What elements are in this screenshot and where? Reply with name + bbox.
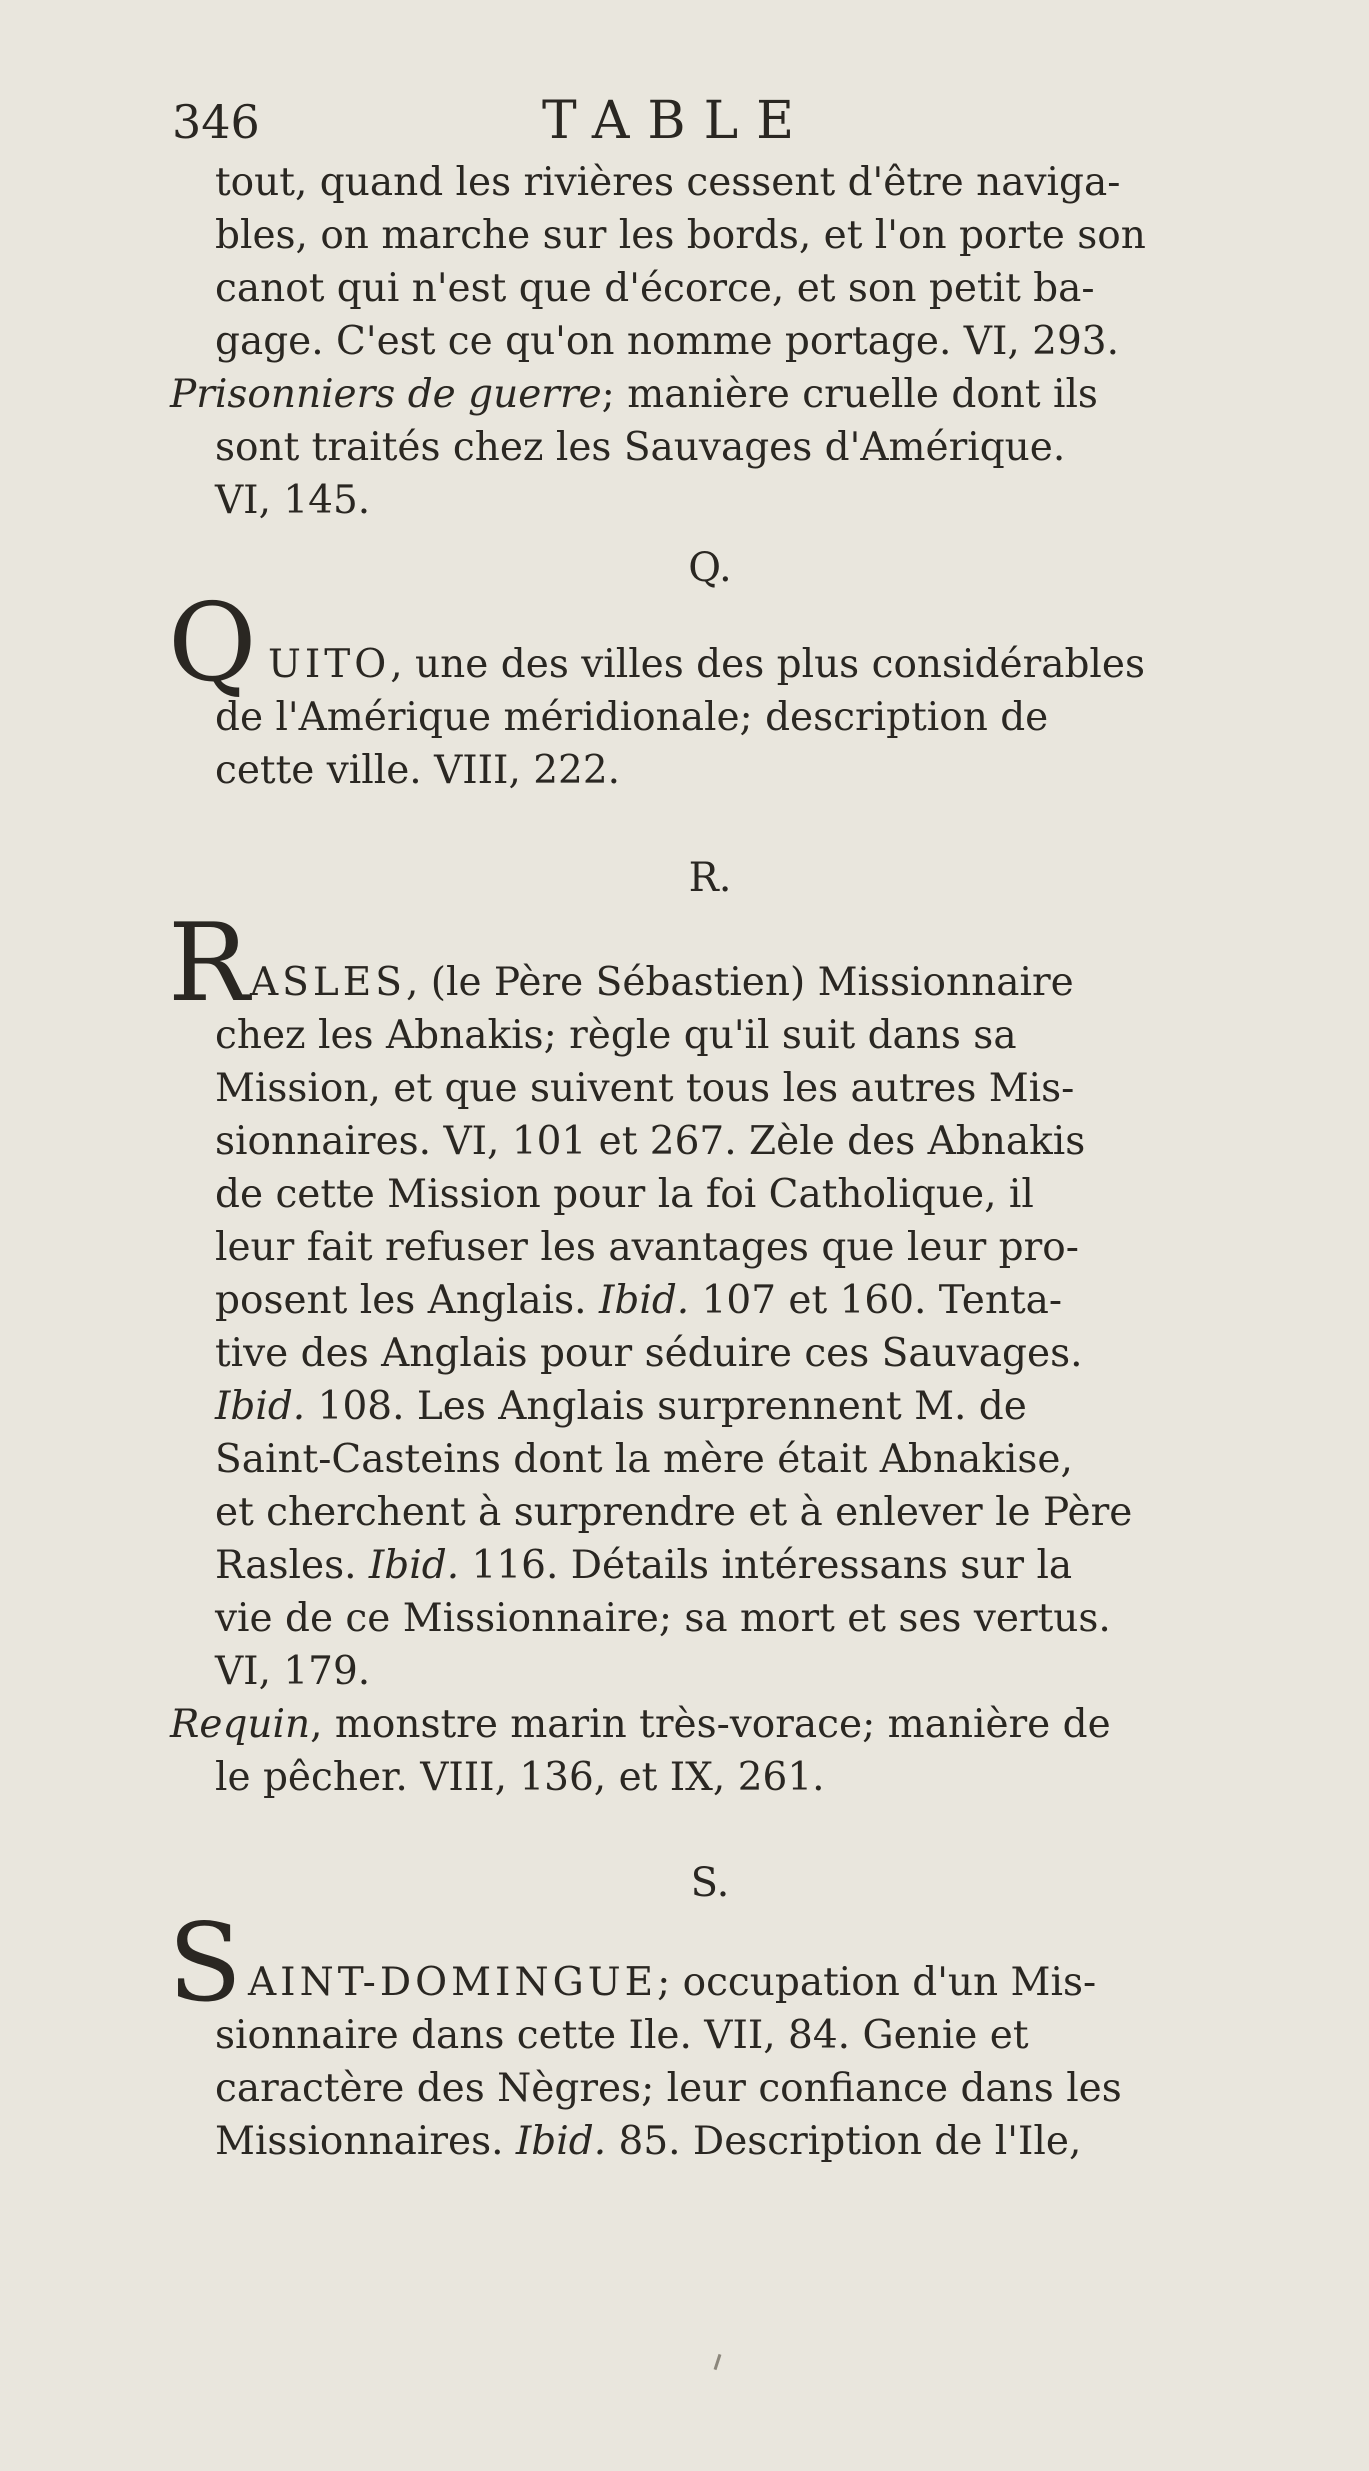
section-heading-r: R. bbox=[688, 855, 732, 901]
text-line: VI, 145. bbox=[215, 478, 371, 523]
ibid-reference: Ibid. bbox=[215, 1384, 306, 1429]
drop-cap-s: S bbox=[168, 1901, 242, 2026]
text-line: bles, on marche sur les bords, et l'on porte son bbox=[215, 213, 1146, 258]
text-line: Rasles. Ibid. 116. Détails intéressans sur la bbox=[215, 1543, 1073, 1588]
index-entry bbox=[250, 960, 1074, 1005]
page-number: 346 bbox=[172, 95, 260, 149]
drop-cap-r: R bbox=[168, 901, 250, 1026]
text-line: Ibid. 108. Les Anglais surprennent M. de bbox=[215, 1384, 1027, 1429]
text-line: sont traités chez les Sauvages d'Amérique. bbox=[215, 425, 1066, 470]
text-line: chez les Abnakis; règle qu'il suit dans sa bbox=[215, 1013, 1017, 1058]
text-line: et cherchent à surprendre et à enlever le Père bbox=[215, 1490, 1133, 1535]
ibid-reference: Ibid. bbox=[368, 1543, 460, 1588]
text-line: de l'Amérique méridionale; description de bbox=[215, 695, 1049, 740]
text-line: leur fait refuser les avantages que leur pro- bbox=[215, 1225, 1079, 1270]
entry-term: Prisonniers de guerre bbox=[170, 372, 602, 417]
text-line: canot qui n'est que d'écorce, et son petit ba- bbox=[215, 266, 1095, 311]
entry-headword: UITO bbox=[268, 642, 391, 687]
entry-headword: AINT-DOMINGUE bbox=[248, 1960, 658, 2005]
text-line: Saint-Casteins dont la mère était Abnakise, bbox=[215, 1437, 1073, 1482]
text-line: de cette Mission pour la foi Catholique, il bbox=[215, 1172, 1034, 1217]
text-line: gage. C'est ce qu'on nomme portage. VI, 293. bbox=[215, 319, 1119, 364]
index-entry bbox=[170, 1702, 1111, 1747]
text-line: posent les Anglais. Ibid. 107 et 160. Tenta- bbox=[215, 1278, 1063, 1323]
running-header bbox=[172, 91, 1172, 165]
entry-headword: ASLES bbox=[250, 960, 406, 1005]
text-line: tout, quand les rivières cessent d'être naviga- bbox=[215, 160, 1121, 205]
entry-text: ; occupation d'un Mis- bbox=[657, 1960, 1097, 2005]
text-line: sionnaire dans cette Ile. VII, 84. Genie et bbox=[215, 2013, 1029, 2058]
text-line: le pêcher. VIII, 136, et IX, 261. bbox=[215, 1755, 825, 1800]
text-line: cette ville. VIII, 222. bbox=[215, 748, 621, 793]
entry-text: ; manière cruelle dont ils bbox=[601, 372, 1098, 417]
entry-text: , (le Père Sébastien) Missionnaire bbox=[405, 960, 1074, 1005]
index-entry bbox=[268, 642, 1145, 687]
entry-term: Requin bbox=[170, 1702, 311, 1747]
ibid-reference: Ibid. bbox=[515, 2119, 607, 2164]
text-line: VI, 179. bbox=[215, 1649, 371, 1694]
text-line: Missionnaires. Ibid. 85. Description de l'Ile, bbox=[215, 2119, 1082, 2164]
section-heading-q: Q. bbox=[688, 545, 732, 591]
index-entry bbox=[248, 1960, 1096, 2005]
running-title: TABLE bbox=[542, 91, 813, 151]
text-line: vie de ce Missionnaire; sa mort et ses vertus. bbox=[215, 1596, 1111, 1641]
index-entry bbox=[170, 372, 1098, 417]
entry-text: , monstre marin très-vorace; manière de bbox=[310, 1702, 1111, 1747]
ink-mark bbox=[714, 2354, 722, 2370]
text-line: caractère des Nègres; leur confiance dans les bbox=[215, 2066, 1122, 2111]
text-line: sionnaires. VI, 101 et 267. Zèle des Abnakis bbox=[215, 1119, 1086, 1164]
section-heading-s: S. bbox=[690, 1860, 730, 1906]
ibid-reference: Ibid. bbox=[598, 1278, 690, 1323]
text-line: Mission, et que suivent tous les autres Mis- bbox=[215, 1066, 1075, 1111]
text-line: tive des Anglais pour séduire ces Sauvages. bbox=[215, 1331, 1083, 1376]
entry-text: , une des villes des plus considérables bbox=[390, 642, 1145, 687]
drop-cap-q: Q bbox=[168, 581, 257, 706]
